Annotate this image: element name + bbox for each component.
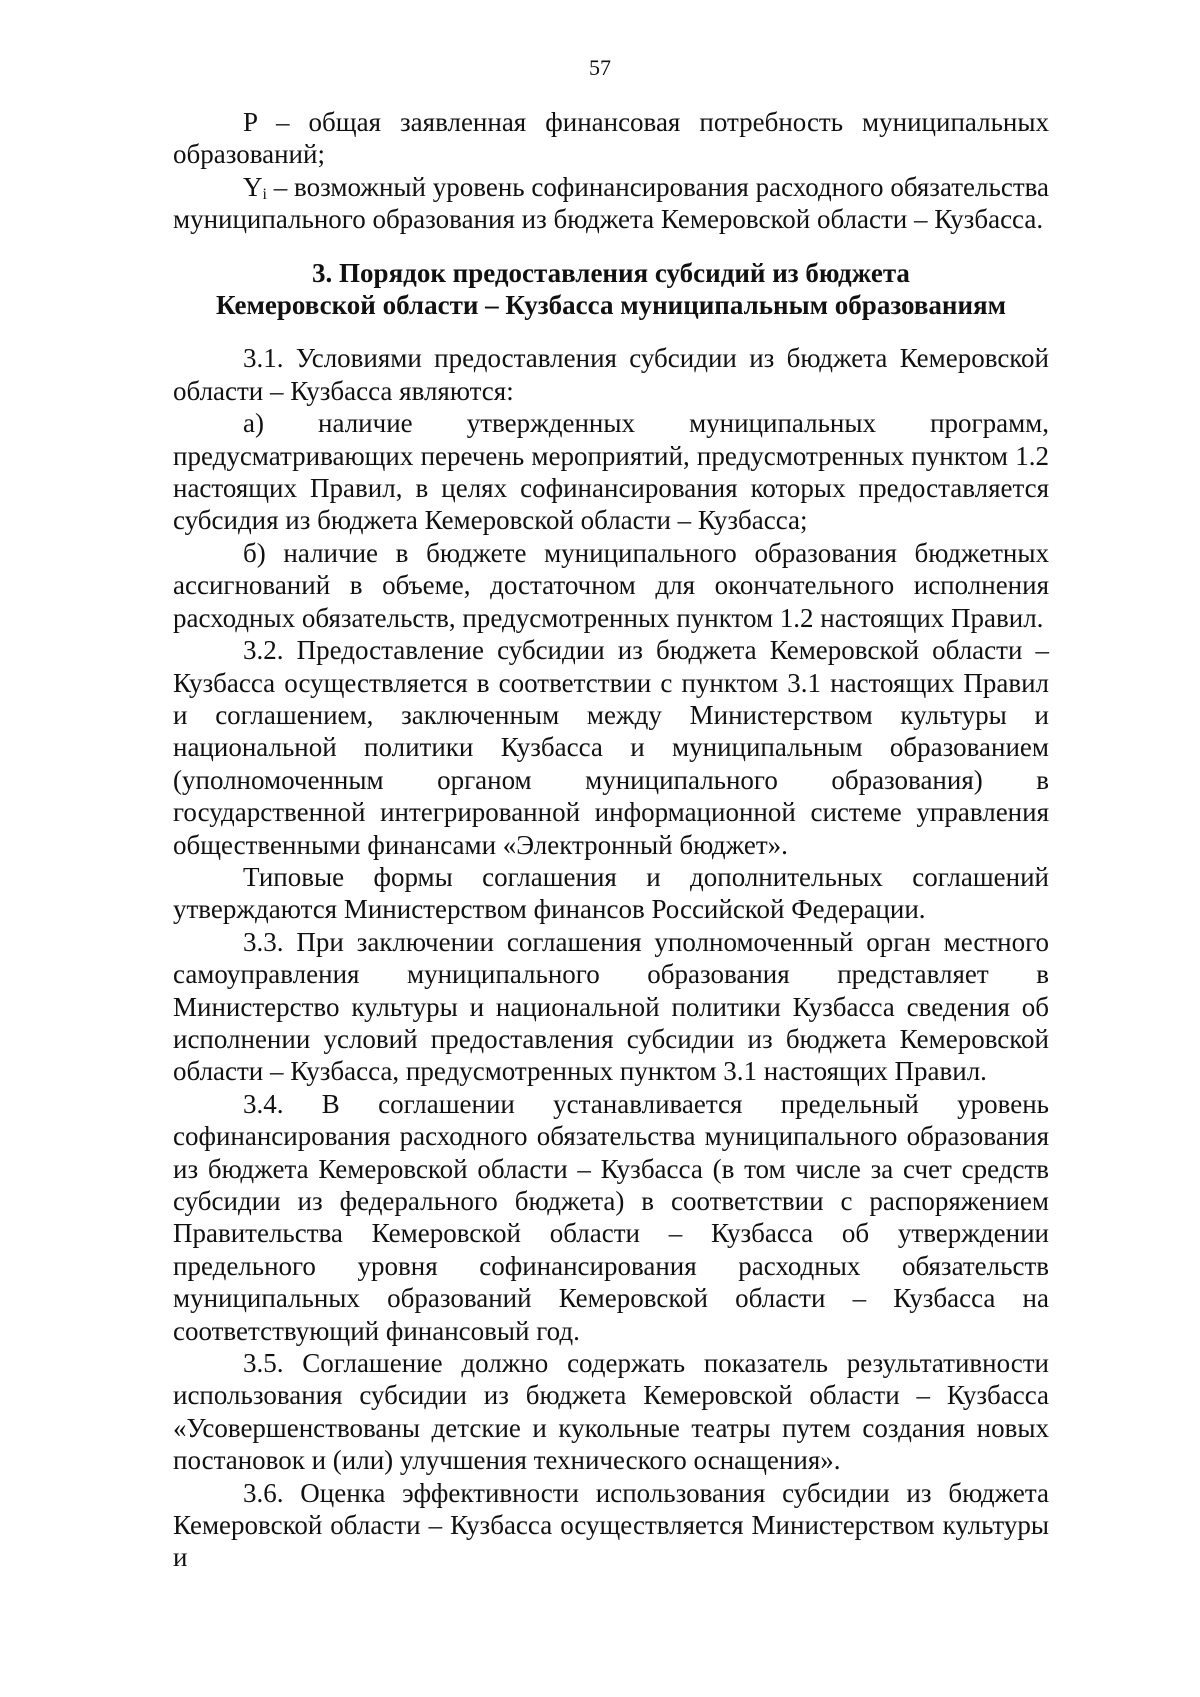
page-number: 57 bbox=[589, 55, 611, 80]
paragraph-3-5: 3.5. Соглашение должно содержать показатель результативности использования субсидии из бюджета Кемеровской области – Кузбасса «Усовершенствованы детские и кукольные театры путем создания новых постановок и (или) улучшения технического оснащения». bbox=[173, 1348, 1049, 1476]
paragraph-3-1-b: б) наличие в бюджете муниципального образования бюджетных ассигнований в объеме, достаточном для окончательного исполнения расходных обязательств, предусмотренных пунктом 1.2 настоящих Правил. bbox=[173, 537, 1049, 633]
definition-subscript: i bbox=[262, 185, 267, 203]
definition-symbol: Y bbox=[243, 171, 263, 202]
definition-y bbox=[173, 171, 1049, 236]
page-body bbox=[173, 106, 1049, 1574]
paragraph-typical-forms: Типовые формы соглашения и дополнительных соглашений утверждаются Министерством финансов Российской Федерации. bbox=[173, 861, 1049, 925]
paragraph-3-3: 3.3. При заключении соглашения уполномоченный орган местного самоуправления муниципального образования представляет в Министерство культуры и национальной политики Кузбасса сведения об исполнении условий предоставления субсидии из бюджета Кемеровской области – Кузбасса, предусмотренных пунктом 3.1 настоящих Правил. bbox=[173, 926, 1049, 1087]
section-heading bbox=[173, 257, 1049, 322]
section-title-line-2: Кемеровской области – Кузбасса муниципальным образованиям bbox=[215, 290, 1007, 321]
section-title-line-1: 3. Порядок предоставления субсидий из бюджета bbox=[312, 257, 910, 288]
paragraph-3-6: 3.6. Оценка эффективности использования субсидии из бюджета Кемеровской области – Кузбасса осуществляется Министерством культуры и bbox=[173, 1477, 1049, 1573]
definition-text: – общая заявленная финансовая потребность муниципальных образований; bbox=[173, 107, 1049, 170]
definition-p bbox=[173, 106, 1049, 171]
paragraph-3-1-a: а) наличие утвержденных муниципальных программ, предусматривающих перечень мероприятий, предусмотренных пунктом 1.2 настоящих Правил, в целях софинансирования которых предоставляется субсидия из бюджета Кемеровской области – Кузбасса; bbox=[173, 408, 1049, 536]
definition-text: – возможный уровень софинансирования расходного обязательства муниципального образования из бюджета Кемеровской области – Кузбасса. bbox=[173, 171, 1049, 235]
paragraph-3-2: 3.2. Предоставление субсидии из бюджета Кемеровской области – Кузбасса осуществляется в соответствии с пунктом 3.1 настоящих Правил и соглашением, заключенным между Министерством культуры и национальной политики Кузбасса и муниципальным образованием (уполномоченным органом муниципального образования) в государственной интегрированной информационной системе управления общественными финансами «Электронный бюджет». bbox=[173, 635, 1049, 860]
paragraph-3-1: 3.1. Условиями предоставления субсидии из бюджета Кемеровской области – Кузбасса являются: bbox=[173, 343, 1049, 406]
paragraph-3-4: 3.4. В соглашении устанавливается предельный уровень софинансирования расходного обязательства муниципального образования из бюджета Кемеровской области – Кузбасса (в том числе за счет средств субсидии из федерального бюджета) в соответствии с распоряжением Правительства Кемеровской области – Кузбасса об утверждении предельного уровня софинансирования расходных обязательств муниципальных образований Кемеровской области – Кузбасса на соответствующий финансовый год. bbox=[173, 1088, 1049, 1346]
definition-symbol: P bbox=[243, 107, 258, 137]
